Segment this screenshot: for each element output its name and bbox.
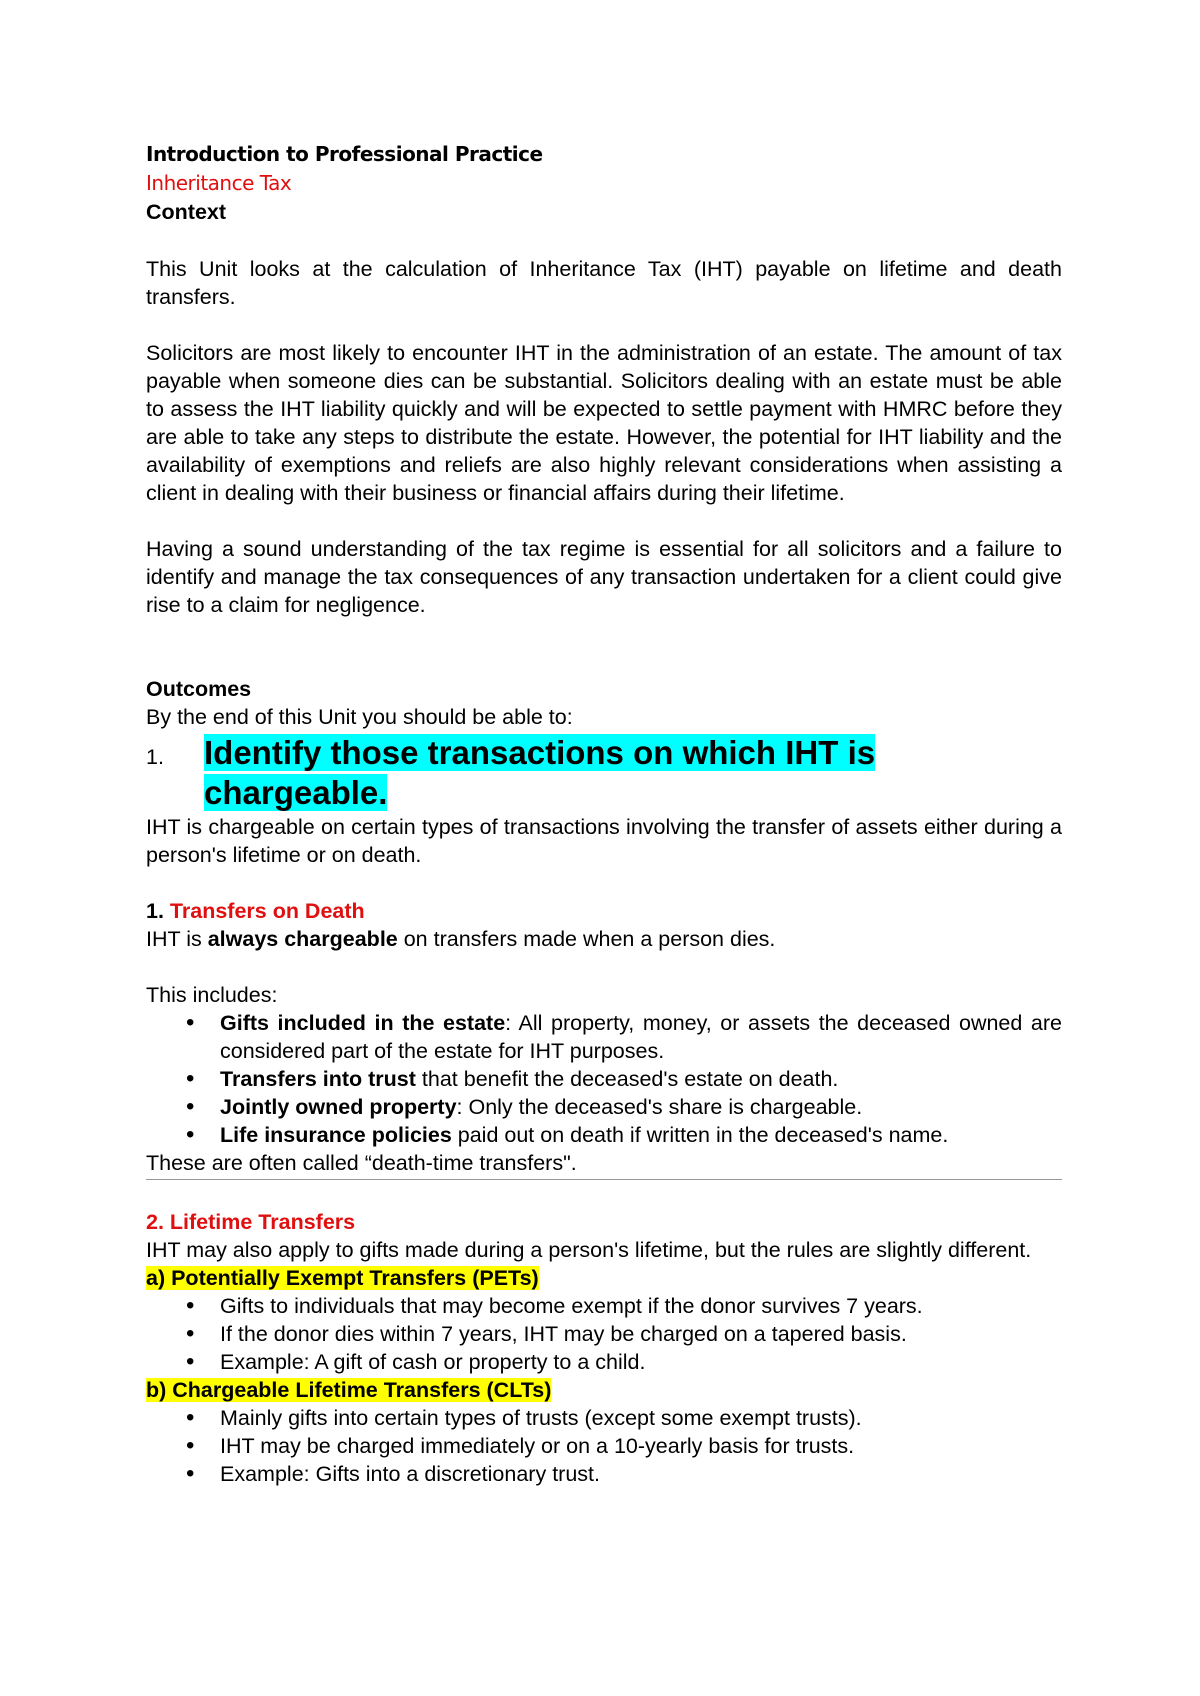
clts-list: [146, 1404, 1062, 1488]
document-subtitle: Inheritance Tax: [146, 171, 292, 195]
clts-heading-row: [146, 1376, 1062, 1404]
list-item: • Gifts to individuals that may become exempt if the donor survives 7 years.: [146, 1292, 1062, 1320]
context-heading: Context: [146, 200, 227, 224]
document-title: Introduction to Professional Practice: [146, 142, 543, 166]
death-intro-pre: IHT is: [146, 927, 208, 951]
outcome-item-1: [146, 733, 1062, 813]
death-heading: [146, 897, 1062, 925]
pets-heading: a) Potentially Exempt Transfers (PETs): [146, 1266, 539, 1290]
outcome-number: 1.: [146, 745, 164, 769]
list-item-bold: Transfers into trust: [220, 1067, 416, 1091]
death-footer: These are often called “death-time transfers".: [146, 1149, 1062, 1180]
death-intro: [146, 925, 1062, 953]
death-includes: This includes:: [146, 983, 278, 1007]
outcomes-lead: By the end of this Unit you should be able to:: [146, 705, 573, 729]
list-item-text: : Only the deceased's share is chargeable.: [456, 1095, 863, 1119]
outcome-text: [204, 733, 1062, 813]
list-item-bold: Gifts included in the estate: [220, 1011, 506, 1035]
lifetime-intro: IHT may also apply to gifts made during a person's lifetime, but the rules are slightly different.: [146, 1238, 1032, 1262]
list-item: • Example: Gifts into a discretionary trust.: [146, 1460, 1062, 1488]
list-item: • If the donor dies within 7 years, IHT may be charged on a tapered basis.: [146, 1320, 1062, 1348]
list-item: [146, 1009, 1062, 1065]
list-item-text: that benefit the deceased's estate on death.: [415, 1067, 839, 1091]
list-item: [146, 1065, 1062, 1093]
pets-list: [146, 1292, 1062, 1376]
pets-heading-row: [146, 1264, 1062, 1292]
outcome-highlight: Identify those transactions on which IHT is chargeable.: [204, 734, 876, 811]
death-intro-bold: always chargeable: [207, 927, 398, 951]
clts-heading: b) Chargeable Lifetime Transfers (CLTs): [146, 1378, 552, 1402]
list-item-bold: Jointly owned property: [220, 1095, 457, 1119]
list-item: [146, 1093, 1062, 1121]
death-list: [146, 1009, 1062, 1149]
list-item: • Example: A gift of cash or property to a child.: [146, 1348, 1062, 1376]
death-intro-post: on transfers made when a person dies.: [397, 927, 776, 951]
list-item-text: : All property, money, or assets the deceased owned are considered part of the estate for IHT purposes.: [220, 1011, 1062, 1063]
intro-paragraph-2: Solicitors are most likely to encounter IHT in the administration of an estate. The amount of tax payable when someone dies can be substantial. Solicitors dealing with an estate must be able to assess the IHT liability quickly and will be expected to settle payment with HMRC before they are able to take any steps to distribute the estate. However, the potential for IHT liability and the availability of exemptions and reliefs are also highly relevant considerations when assisting a client in dealing with their business or financial affairs during their lifetime.: [146, 341, 1062, 505]
intro-paragraph-1: This Unit looks at the calculation of Inheritance Tax (IHT) payable on lifetime and death transfers.: [146, 257, 1062, 309]
intro-paragraph-3: Having a sound understanding of the tax regime is essential for all solicitors and a failure to identify and manage the tax consequences of any transaction undertaken for a client could give rise to a claim for negligence.: [146, 537, 1062, 617]
list-item: [146, 1121, 1062, 1149]
list-item-bold: Life insurance policies: [220, 1123, 452, 1147]
document-page: [146, 140, 1062, 1488]
list-item: • Mainly gifts into certain types of trusts (except some exempt trusts).: [146, 1404, 1062, 1432]
list-item: • IHT may be charged immediately or on a 10-yearly basis for trusts.: [146, 1432, 1062, 1460]
list-item-text: paid out on death if written in the deceased's name.: [451, 1123, 949, 1147]
outcome-description: IHT is chargeable on certain types of transactions involving the transfer of assets either during a person's lifetime or on death.: [146, 815, 1062, 867]
death-title: Transfers on Death: [169, 899, 365, 923]
outcomes-heading: Outcomes: [146, 677, 252, 701]
lifetime-heading: 2. Lifetime Transfers: [146, 1210, 356, 1234]
death-number: 1.: [146, 899, 164, 923]
